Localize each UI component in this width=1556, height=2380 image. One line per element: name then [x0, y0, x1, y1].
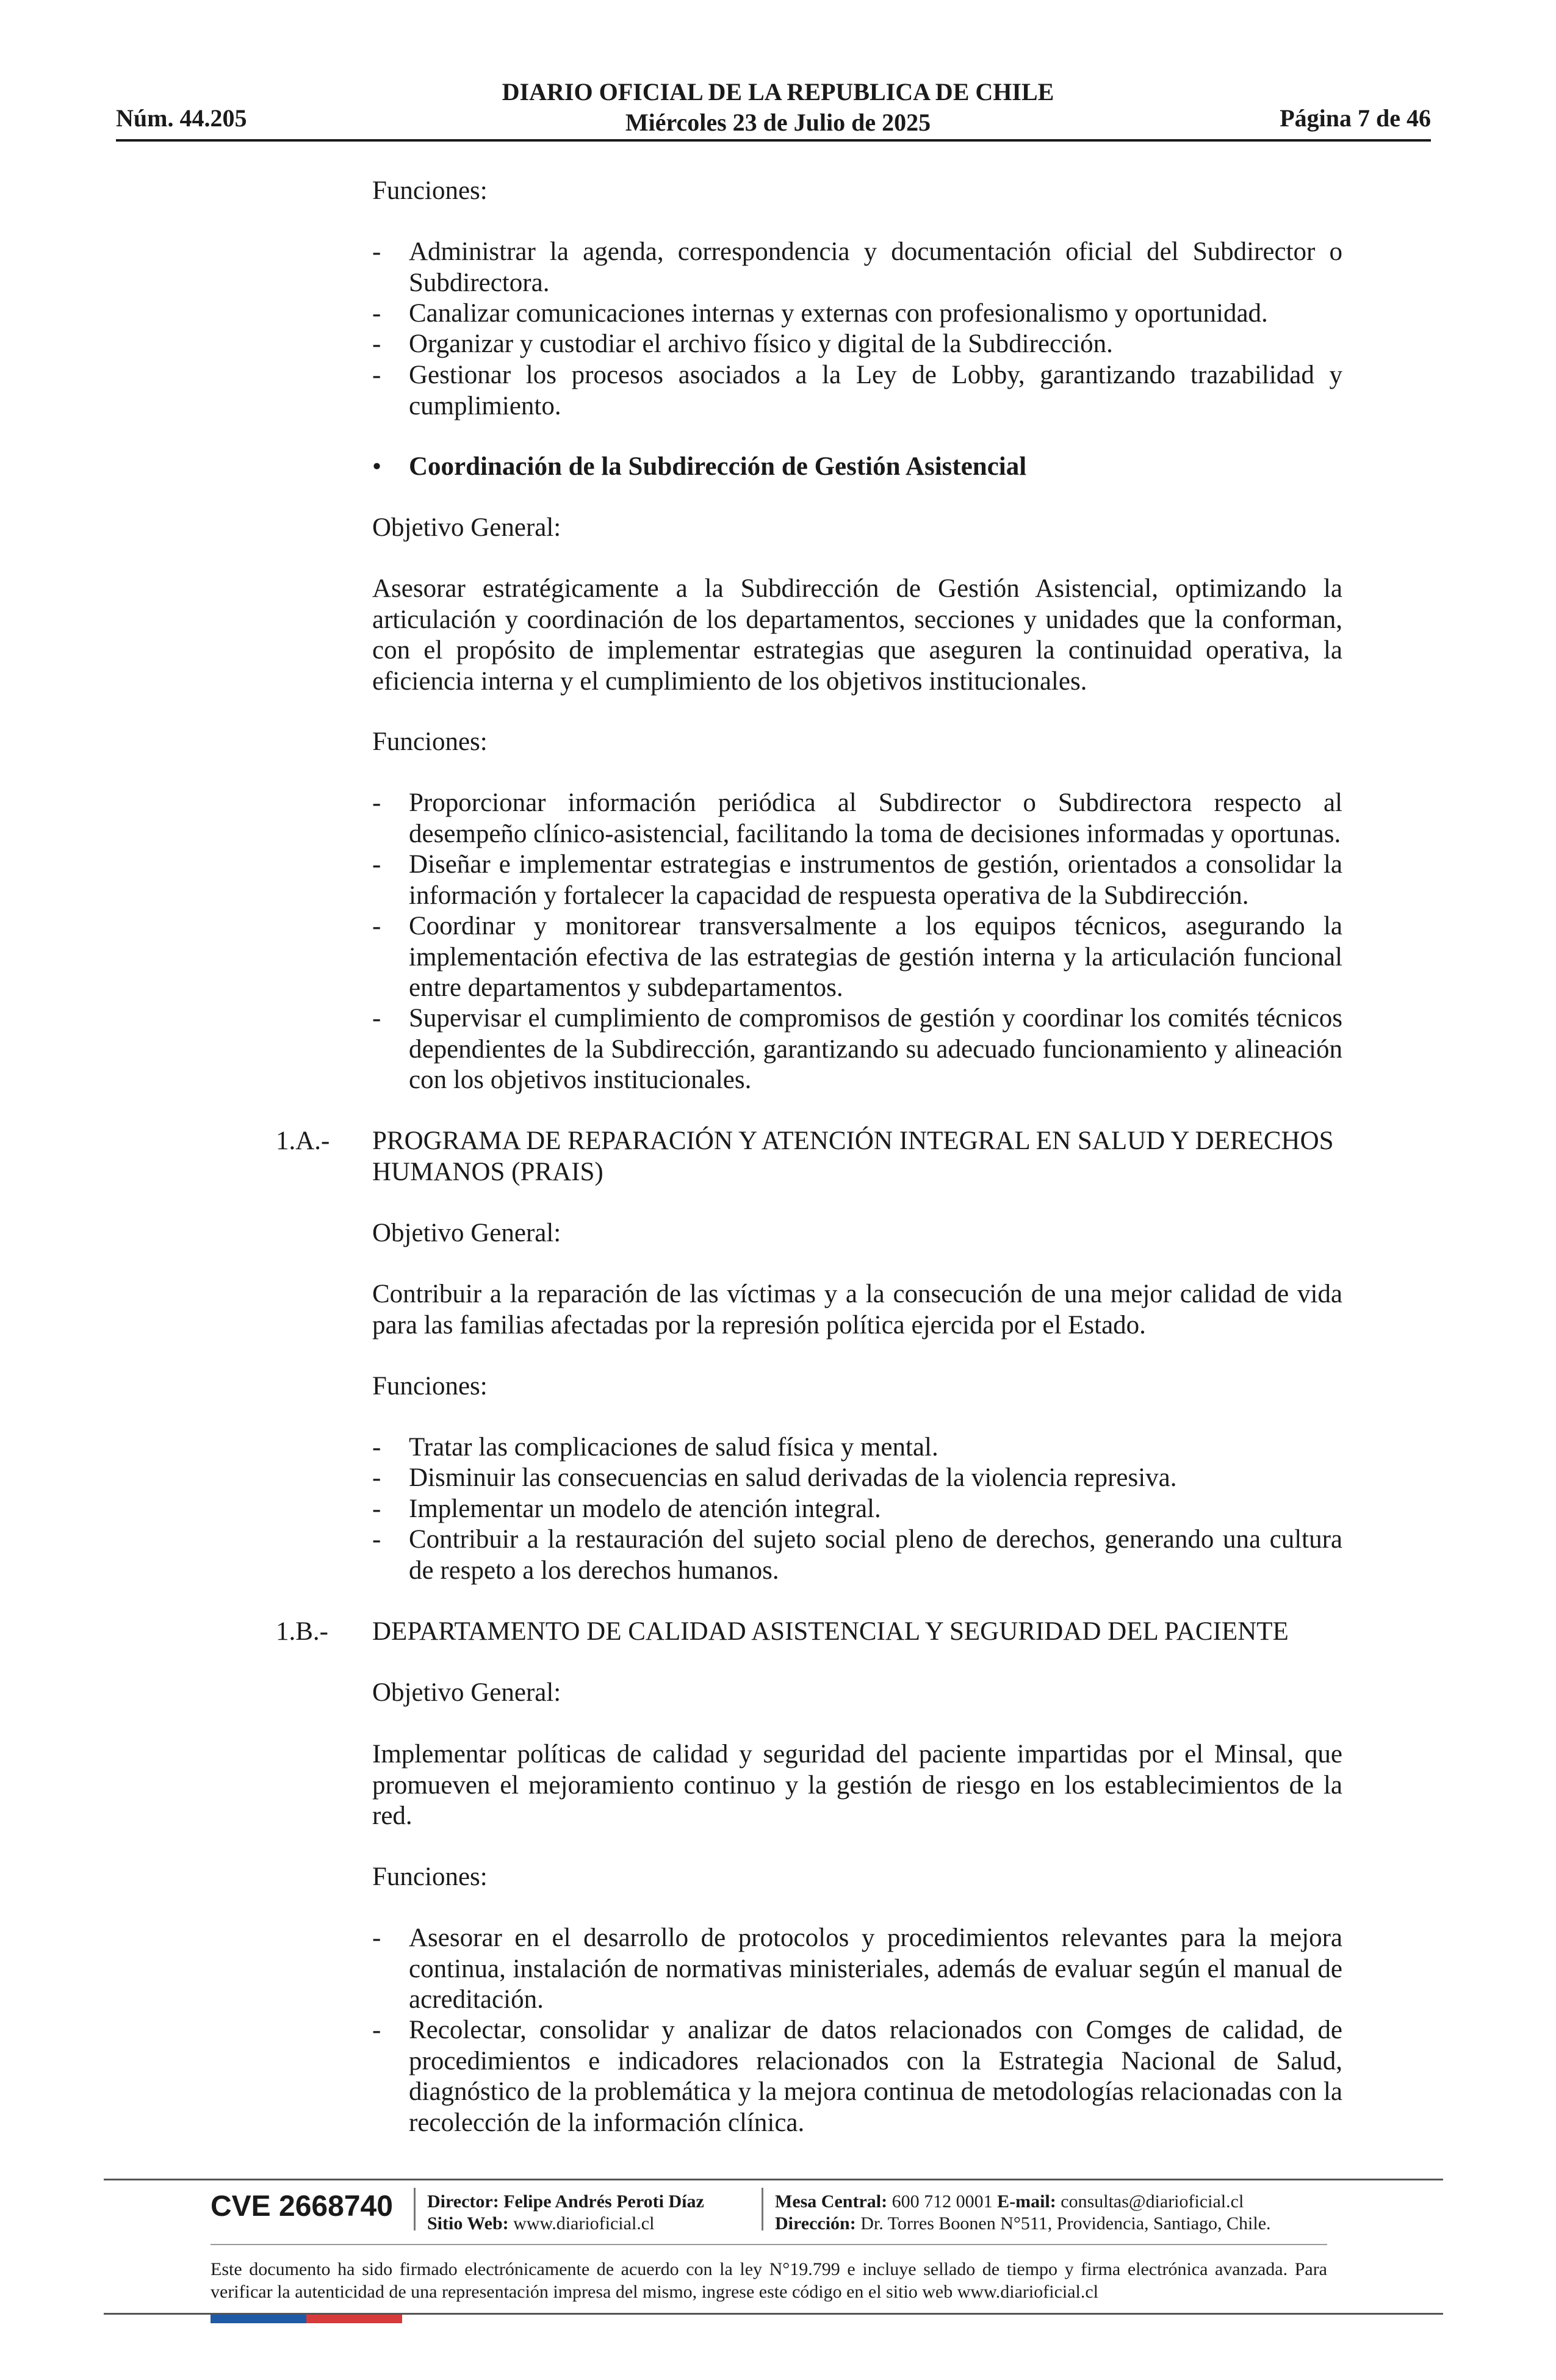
list-item-text: Coordinar y monitorear transversalmente a los equipos técnicos, asegurando la implementación efectiva de las estrategias de gestión interna y la articulación funcional entre departamentos y subdepartamentos.: [409, 912, 1342, 1002]
header-divider: [116, 139, 1431, 142]
list-item-text: Organizar y custodiar el archivo físico y digital de la Subdirección.: [409, 330, 1113, 358]
list-dash: -: [372, 1463, 381, 1492]
objetivo-label: Objetivo General:: [372, 1678, 561, 1707]
list-item-text: Supervisar el cumplimiento de compromisos de gestión y coordinar los comités técnicos dependientes de la Subdirección, garantizando su adecuado funcionamiento y alineación con los objetivos institucionales.: [409, 1004, 1342, 1094]
issue-number: Núm. 44.205: [116, 104, 247, 132]
list-item-text: Canalizar comunicaciones internas y externas con profesionalismo y oportunidad.: [409, 299, 1268, 328]
list-dash: -: [372, 1433, 381, 1462]
list-dash: -: [372, 299, 381, 328]
signature-note: Este documento ha sido firmado electrónicamente de acuerdo con la ley N°19.799 e incluye sellado de tiempo y firma electrónica avanzada. Para verificar la autenticidad de una representación impresa del mismo, ingrese este código en el sitio web www.diarioficial.cl: [211, 2259, 1327, 2302]
list-dash: -: [372, 1004, 381, 1033]
funciones-label: Funciones:: [372, 1372, 488, 1401]
list-dash: -: [372, 788, 381, 817]
footer-mid-divider: [211, 2244, 1327, 2245]
publication-date: Miércoles 23 de Julio de 2025: [625, 109, 931, 136]
list-item-text: Gestionar los procesos asociados a la Ley de Lobby, garantizando trazabilidad y cumplimiento.: [409, 361, 1342, 420]
list-dash: -: [372, 237, 381, 266]
bullet-mark: •: [372, 452, 382, 481]
footer-contact-block: [775, 2191, 1271, 2235]
list-dash: -: [372, 1924, 381, 1952]
mesa-label: Mesa Central:: [775, 2191, 888, 2212]
list-item-text: Contribuir a la restauración del sujeto social pleno de derechos, generando una cultura de respeto a los derechos humanos.: [409, 1525, 1342, 1585]
cve-code: CVE 2668740: [211, 2190, 393, 2223]
funciones-label: Funciones:: [372, 176, 488, 205]
masthead: [427, 77, 1129, 138]
list-item-text: Disminuir las consecuencias en salud derivadas de la violencia represiva.: [409, 1463, 1177, 1492]
web-value: www.diarioficial.cl: [513, 2213, 655, 2234]
flag-stripe-blue: [211, 2315, 306, 2323]
footer-separator: [762, 2188, 763, 2230]
list-dash: -: [372, 1525, 381, 1554]
list-item-text: Administrar la agenda, correspondencia y documentación oficial del Subdirector o Subdirectora.: [409, 237, 1342, 297]
list-item-text: Proporcionar información periódica al Subdirector o Subdirectora respecto al desempeño clínico-asistencial, facilitando la toma de decisiones informadas y oportunas.: [409, 788, 1342, 848]
list-item-text: Diseñar e implementar estrategias e instrumentos de gestión, orientados a consolidar la información y fortalecer la capacidad de respuesta operativa de la Subdirección.: [409, 850, 1342, 910]
objetivo-text: Implementar políticas de calidad y seguridad del paciente impartidas por el Minsal, que promueven el mejoramiento continuo y la gestión de riesgo en los establecimientos de la red.: [372, 1740, 1342, 1830]
objetivo-label: Objetivo General:: [372, 513, 561, 542]
list-item-text: Implementar un modelo de atención integral.: [409, 1495, 881, 1523]
footer-separator: [414, 2188, 416, 2230]
list-dash: -: [372, 850, 381, 879]
objetivo-label: Objetivo General:: [372, 1219, 561, 1247]
list-dash: -: [372, 912, 381, 940]
direccion-value: Dr. Torres Boonen N°511, Providencia, Santiago, Chile.: [860, 2213, 1271, 2234]
list-item-text: Asesorar en el desarrollo de protocolos y procedimientos relevantes para la mejora continua, instalación de normativas ministeriales, además de evaluar según el manual de acreditación.: [409, 1924, 1342, 2014]
list-item-text: Tratar las complicaciones de salud física y mental.: [409, 1433, 938, 1462]
footer-top-divider: [104, 2179, 1443, 2180]
section-title: PROGRAMA DE REPARACIÓN Y ATENCIÓN INTEGRAL EN SALUD Y DERECHOS HUMANOS (PRAIS): [372, 1127, 1334, 1186]
page-number: Página 7 de 46: [1280, 104, 1431, 132]
list-dash: -: [372, 1495, 381, 1523]
email-label: E-mail:: [997, 2191, 1056, 2212]
direccion-label: Dirección:: [775, 2213, 856, 2234]
list-dash: -: [372, 330, 381, 358]
section-title: DEPARTAMENTO DE CALIDAD ASISTENCIAL Y SEGURIDAD DEL PACIENTE: [372, 1617, 1289, 1646]
flag-stripe-red: [306, 2315, 402, 2323]
email-value: consultas@diarioficial.cl: [1061, 2191, 1244, 2212]
objetivo-text: Contribuir a la reparación de las víctimas y a la consecución de una mejor calidad de vida para las familias afectadas por la represión política ejercida por el Estado.: [372, 1280, 1342, 1340]
section-title: Coordinación de la Subdirección de Gestión Asistencial: [409, 452, 1027, 481]
footer-director-block: [427, 2191, 704, 2235]
section-number: 1.B.-: [276, 1617, 328, 1646]
publication-title: DIARIO OFICIAL DE LA REPUBLICA DE CHILE: [502, 78, 1054, 106]
funciones-label: Funciones:: [372, 1863, 488, 1891]
objetivo-text: Asesorar estratégicamente a la Subdirección de Gestión Asistencial, optimizando la articulación y coordinación de los departamentos, secciones y unidades que la conforman, con el propósito de implementar estrategias que aseguren la continuidad operativa, la eficiencia interna y el cumplimiento de los objetivos institucionales.: [372, 574, 1342, 696]
list-dash: -: [372, 361, 381, 389]
funciones-label: Funciones:: [372, 727, 488, 756]
director-label: Director:: [427, 2191, 499, 2212]
mesa-value: 600 712 0001: [891, 2191, 993, 2212]
director-name: Felipe Andrés Peroti Díaz: [503, 2191, 704, 2212]
list-item-text: Recolectar, consolidar y analizar de datos relacionados con Comges de calidad, de procedimientos e indicadores relacionados con la Estrategia Nacional de Salud, diagnóstico de la problemática y la mejora continua de metodologías relacionadas con la recolección de la información clínica.: [409, 2016, 1342, 2137]
web-label: Sitio Web:: [427, 2213, 509, 2234]
list-dash: -: [372, 2016, 381, 2044]
section-number: 1.A.-: [276, 1127, 330, 1155]
